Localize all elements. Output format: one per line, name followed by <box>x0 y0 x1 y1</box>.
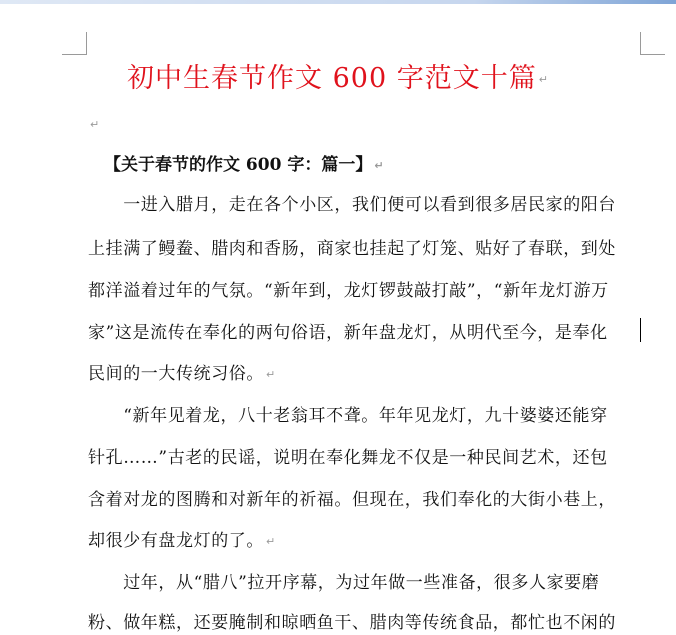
body-line <box>88 526 276 551</box>
paragraph-mark: ↵ <box>266 535 276 548</box>
text-cursor <box>640 318 641 342</box>
body-line-text: 却很少有盘龙灯的了。 <box>88 531 264 551</box>
paragraph-mark: ↵ <box>374 159 384 172</box>
title-text: 初中生春节作文 600 字范文十篇 <box>127 63 537 94</box>
body-line: 针孔……”古老的民谣，说明在奉化舞龙不仅是一种民间艺术，还包 <box>88 448 608 468</box>
document-page[interactable] <box>0 4 676 635</box>
paragraph-mark: ↵ <box>266 368 276 381</box>
body-line: “新年见着龙，八十老翁耳不聋。年年见龙灯，九十婆婆还能穿 <box>88 406 608 426</box>
paragraph-mark: ↵ <box>538 73 549 86</box>
body-line: 都洋溢着过年的气氛。“新年到，龙灯锣鼓敲打敲”，“新年龙灯游万 <box>88 281 609 301</box>
section-heading <box>104 150 384 175</box>
body-line <box>88 359 276 384</box>
body-line-text: 民间的一大传统习俗。 <box>88 364 264 384</box>
crop-mark-top-right <box>640 32 665 55</box>
empty-paragraph <box>88 114 99 133</box>
paragraph-mark: ↵ <box>90 118 100 131</box>
body-line: 家”这是流传在奉化的两句俗语，新年盘龙灯，从明代至今，是奉化 <box>88 323 608 343</box>
body-line: 上挂满了鳗鲞、腊肉和香肠，商家也挂起了灯笼、贴好了春联，到处 <box>88 239 616 259</box>
body-line: 含着对龙的图腾和对新年的祈福。但现在，我们奉化的大街小巷上， <box>88 490 616 510</box>
body-line: 粉、做年糕，还要腌制和晾晒鱼干、腊肉等传统食品，都忙也不闲的 <box>88 613 616 633</box>
body-line: 过年，从“腊八”拉开序幕，为过年做一些准备，很多人家要磨 <box>88 573 600 593</box>
crop-mark-top-left <box>62 32 87 55</box>
document-title <box>0 56 676 95</box>
body-line: 一进入腊月，走在各个小区，我们便可以看到很多居民家的阳台 <box>88 195 616 215</box>
heading-text: 【关于春节的作文 600 字：篇一】 <box>104 155 373 175</box>
